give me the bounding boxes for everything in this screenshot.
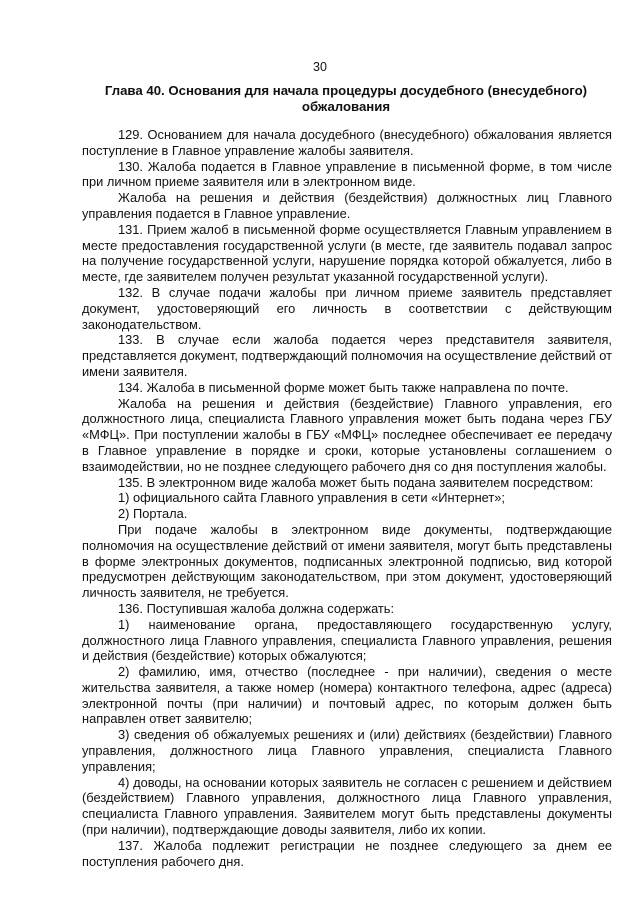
paragraph-136-item-4: 4) доводы, на основании которых заявитель не согласен с решением и действием (бездействием) Главного управления, должностного лица Главного управления, специалиста Главного управления. Заявителем могут быть представлены документы (при наличии), подтверждающие доводы заявителя, либо их копии. xyxy=(82,774,612,838)
page-number: 30 xyxy=(313,60,327,74)
chapter-title: Глава 40. Основания для начала процедуры досудебного (внесудебного) обжалования xyxy=(104,83,588,114)
paragraph-133: 133. В случае если жалоба подается через представителя заявителя, представляется документ, подтверждающий полномочия на осуществление действий от имени заявителя. xyxy=(82,332,613,379)
paragraph-132: 132. В случае подачи жалобы при личном приеме заявитель представляет документ, удостоверяющий его личность в соответствии с действующим законодательством. xyxy=(82,284,612,332)
paragraph-129: 129. Основанием для начала досудебного (внесудебного) обжалования является поступление в Главное управление жалобы заявителя. xyxy=(82,127,612,158)
paragraph-136-item-2: 2) фамилию, имя, отчество (последнее - при наличии), сведения о месте жительства заявителя, а также номер (номера) контактного телефона, адрес (адреса) электронной почты (при наличии) и почтовый адрес, по которым должен быть направлен ответ заявителю; xyxy=(82,664,612,727)
paragraph-134-mfc: Жалоба на решения и действия (бездействие) Главного управления, его должностного лица, специалиста Главного управления может быть подана через ГБУ «МФЦ». При поступлении жалобы в ГБУ «МФЦ» последнее обеспечивает ее передачу в Главное управление в порядке и сроки, которые установлены соглашением о взаимодействии, но не позднее следующего рабочего дня со дня поступления жалобы. xyxy=(82,395,612,474)
paragraph-135: 135. В электронном виде жалоба может быть подана заявителем посредством: xyxy=(118,474,594,490)
paragraph-135-electronic-documents: При подаче жалобы в электронном виде документы, подтверждающие полномочия на осуществление действий от имени заявителя, могут быть представлены в форме электронных документов, подписанных электронной подписью, вид которой предусмотрен действующим законодательством, при этом документ, удостоверяющий личность заявителя, не требуется. xyxy=(82,521,612,601)
paragraph-131: 131. Прием жалоб в письменной форме осуществляется Главным управлением в месте предоставления государственной услуги (в месте, где заявитель подавал запрос на получение государственной услуги, нарушение порядка которой обжалуется, либо в месте, где заявителем получен результат указанной государственной услуги). xyxy=(82,221,612,285)
paragraph-135-item-1: 1) официального сайта Главного управления в сети «Интернет»; xyxy=(118,490,505,506)
paragraph-136-item-3: 3) сведения об обжалуемых решениях и (или) действиях (бездействии) Главного управления, должностного лица Главного управления, специалиста Главного управления; xyxy=(82,727,612,774)
paragraph-130: 130. Жалоба подается в Главное управление в письменной форме, в том числе при личном приеме заявителя или в электронном виде. xyxy=(82,158,612,190)
paragraph-134: 134. Жалоба в письменной форме может быть также направлена по почте. xyxy=(118,379,569,395)
paragraph-136-item-1: 1) наименование органа, предоставляющего государственную услугу, должностного лица Главного управления, специалиста Главного управления, решения и действия (бездействие) которых обжалуются; xyxy=(82,616,612,664)
paragraph-137: 137. Жалоба подлежит регистрации не позднее следующего за днем ее поступления рабочего дня. xyxy=(82,837,612,869)
paragraph-135-item-2: 2) Портала. xyxy=(118,506,188,522)
paragraph-136: 136. Поступившая жалоба должна содержать: xyxy=(118,600,395,616)
paragraph-130-complaint-officials: Жалоба на решения и действия (бездействия) должностных лиц Главного управления подается в Главное управление. xyxy=(82,190,612,221)
document-body xyxy=(82,127,612,869)
